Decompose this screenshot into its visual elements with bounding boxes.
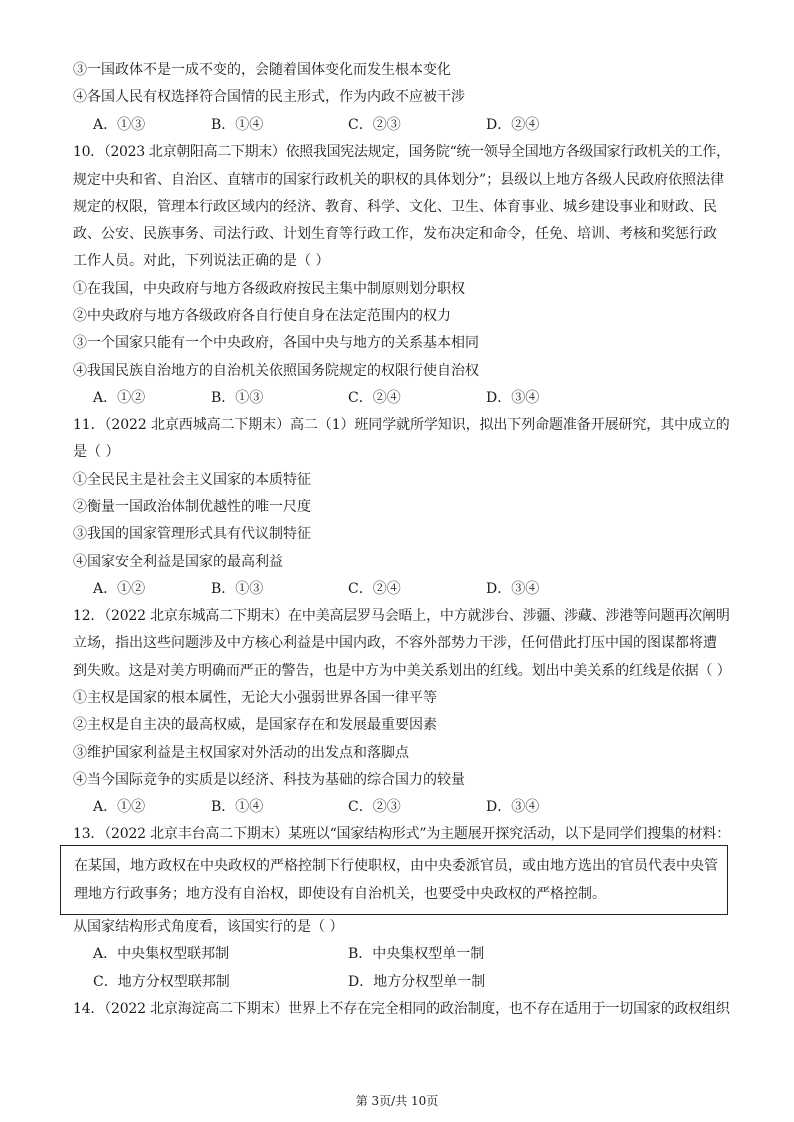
q11-option-d: D．③④ — [486, 581, 540, 597]
q11-option-c: C．②④ — [348, 581, 401, 597]
q11-statement-3: ③我国的国家管理形式具有代议制特征 — [73, 526, 311, 542]
q12-stem-line-3: 到失败。这是对美方明确而严正的警告，也是中方为中美关系划出的红线。划出中美关系的红线是依据（ ） — [73, 663, 731, 679]
q12-option-c: C．②③ — [348, 799, 401, 815]
q10-option-a: A．①② — [93, 390, 146, 406]
q12-statement-3: ③维护国家利益是主权国家对外活动的出发点和落脚点 — [73, 745, 409, 761]
q13-option-d: D．地方分权型单一制 — [348, 974, 486, 990]
q9-statement-4: ④各国人民有权选择符合国情的民主形式，作为内政不应被干涉 — [73, 89, 465, 105]
q12-stem-line-2: 立场，指出这些问题涉及中方核心利益是中国内政，不容外部势力干涉，任何借此打压中国的图谋都将遭 — [73, 635, 717, 651]
q11-stem-line-1: 11．（2022 北京西城高二下期末）高二（1）班同学就所学知识，拟出下列命题准备开展研究，其中成立的 — [73, 417, 730, 433]
q10-option-d: D．③④ — [486, 390, 540, 406]
q12-stem-line-1: 12．（2022 北京东城高二下期末）在中美高层罗马会晤上，中方就涉台、涉疆、涉藏、涉港等问题再次阐明 — [73, 608, 730, 624]
q13-material-line-2: 理地方行政事务；地方没有自治权，即使设有自治机关，也要受中央政权的严格控制。 — [74, 886, 606, 902]
q10-stem-line-3: 规定的权限，管理本行政区域内的经济、教育、科学、文化、卫生、体育事业、城乡建设事业和财政、民 — [73, 199, 717, 215]
q11-statement-2: ②衡量一国政治体制优越性的唯一尺度 — [73, 499, 311, 515]
q10-stem-line-1: 10．（2023 北京朝阳高二下期末）依照我国宪法规定，国务院“统一领导全国地方各级国家行政机关的工作， — [73, 144, 730, 160]
page-footer: 第 3页/共 10页 — [355, 1094, 439, 1108]
q9-option-c: C．②③ — [348, 117, 401, 133]
q9-statement-3: ③一国政体不是一成不变的，会随着国体变化而发生根本变化 — [73, 62, 451, 78]
q9-option-d: D．②④ — [486, 117, 540, 133]
q11-option-b: B．①③ — [211, 581, 264, 597]
q13-option-a: A．中央集权型联邦制 — [93, 946, 230, 962]
q11-option-a: A．①② — [93, 581, 146, 597]
q13-material-line-1: 在某国，地方政权在中央政权的严格控制下行使职权，由中央委派官员，或由地方选出的官员代表中央管 — [74, 858, 718, 874]
q10-statement-4: ④我国民族自治地方的自治机关依照国务院规定的权限行使自治权 — [73, 363, 479, 379]
q12-statement-4: ④当今国际竞争的实质是以经济、科技为基础的综合国力的较量 — [73, 772, 465, 788]
q10-statement-3: ③一个国家只能有一个中央政府，各国中央与地方的关系基本相同 — [73, 335, 479, 351]
q14-stem-line-1: 14．（2022 北京海淀高二下期末）世界上不存在完全相同的政治制度，也不存在适用于一切国家的政权组织 — [73, 1001, 730, 1017]
q13-material-box — [60, 845, 728, 915]
q13-option-b: B．中央集权型单一制 — [348, 946, 485, 962]
q11-stem-line-2: 是（ ） — [73, 444, 120, 460]
q10-stem-line-5: 工作人员。对此，下列说法正确的是（ ） — [73, 253, 330, 269]
q9-option-b: B．①④ — [211, 117, 264, 133]
q10-statement-1: ①在我国，中央政府与地方各级政府按民主集中制原则划分职权 — [73, 281, 465, 297]
q13-stem-line-1: 13．（2022 北京丰台高二下期末）某班以“国家结构形式”为主题展开探究活动，以下是同学们搜集的材料： — [73, 826, 731, 842]
q10-option-b: B．①③ — [211, 390, 264, 406]
q10-statement-2: ②中央政府与地方各级政府各自行使自身在法定范围内的权力 — [73, 308, 451, 324]
q12-statement-1: ①主权是国家的根本属性，无论大小强弱世界各国一律平等 — [73, 690, 437, 706]
q12-option-d: D．③④ — [486, 799, 540, 815]
q10-option-c: C．②④ — [348, 390, 401, 406]
q13-stem-line-2: 从国家结构形式角度看，该国实行的是（ ） — [73, 919, 344, 935]
q12-option-b: B．①④ — [211, 799, 264, 815]
q13-option-c: C．地方分权型联邦制 — [93, 974, 230, 990]
q12-option-a: A．①② — [93, 799, 146, 815]
q12-statement-2: ②主权是自主决的最高权威，是国家存在和发展最重要因素 — [73, 717, 437, 733]
q9-option-a: A．①③ — [93, 117, 146, 133]
q10-stem-line-4: 政、公安、民族事务、司法行政、计划生育等行政工作，发布决定和命令，任免、培训、考核和奖惩行政 — [73, 226, 717, 242]
q11-statement-4: ④国家安全利益是国家的最高利益 — [73, 554, 283, 570]
q11-statement-1: ①全民民主是社会主义国家的本质特征 — [73, 472, 311, 488]
q10-stem-line-2: 规定中央和省、自治区、直辖市的国家行政机关的职权的具体划分”；县级以上地方各级人民政府依照法律 — [73, 172, 725, 188]
